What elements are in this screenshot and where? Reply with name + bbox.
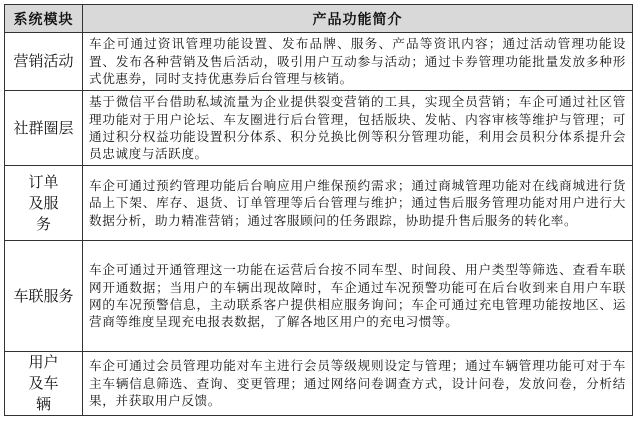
module-cell-marketing: 营销活动 [5, 33, 83, 91]
description-cell-users: 车企可通过会员管理功能对车主进行会员等级规则设定与管理；通过车辆管理功能可对于车主车辆信息筛选、查询、变更管理；通过网络问卷调查方式，设计问卷，发放问卷，分析结果，并获取用户反馈。 [83, 352, 633, 416]
table-row [5, 352, 633, 416]
table-row [5, 166, 633, 241]
module-cell-connected: 车联服务 [5, 241, 83, 352]
description-cell-community: 基于微信平台借助私域流量为企业提供裂变营销的工具，实现全员营销；车企可通过社区管理功能对于用户论坛、车友圈进行后台管理，包括版块、发帖、内容审核等维护与管理；可通过积分权益功能设置积分体系、积分兑换比例等积分管理功能，利用会员积分体系提升会员忠诚度与活跃度。 [83, 91, 633, 166]
module-label-users: 用户及车辆 [28, 353, 59, 413]
table-row [5, 91, 633, 166]
module-cell-orders [5, 166, 83, 241]
module-cell-users [5, 352, 83, 416]
description-cell-connected: 车企可通过开通管理这一功能在运营后台按不同车型、时间段、用户类型等筛选、查看车联网开通数据；当用户的车辆出现故障时，车企通过车况预警功能可在后台收到来自用户车联网的车况预警信息，主动联系客户提供相应服务询问；车企可通过充电管理功能按地区、运营商等维度呈现充电报表数据，了解各地区用户的充电习惯等。 [83, 241, 633, 352]
table-row [5, 33, 633, 91]
table-header-row [5, 5, 633, 33]
module-cell-community: 社群圈层 [5, 91, 83, 166]
header-module: 系统模块 [5, 5, 83, 33]
module-label-orders: 订单及服务 [28, 172, 59, 233]
description-cell-marketing: 车企可通过资讯管理功能设置、发布品牌、服务、产品等资讯内容；通过活动管理功能设置、发布各种营销及售后活动，吸引用户互动参与活动；通过卡券管理功能批量发放多种形式优惠券，同时支持优惠券后台管理与核销。 [83, 33, 633, 91]
header-summary: 产品功能简介 [83, 5, 633, 33]
product-function-table [4, 4, 633, 416]
table-row [5, 241, 633, 352]
description-cell-orders: 车企可通过预约管理功能后台响应用户维保预约需求；通过商城管理功能对在线商城进行货品上下架、库存、退货、订单管理等后台管理与维护；通过售后服务管理功能对用户进行大数据分析，助力精准营销；通过客服顾问的任务跟踪，协助提升售后服务的转化率。 [83, 166, 633, 241]
